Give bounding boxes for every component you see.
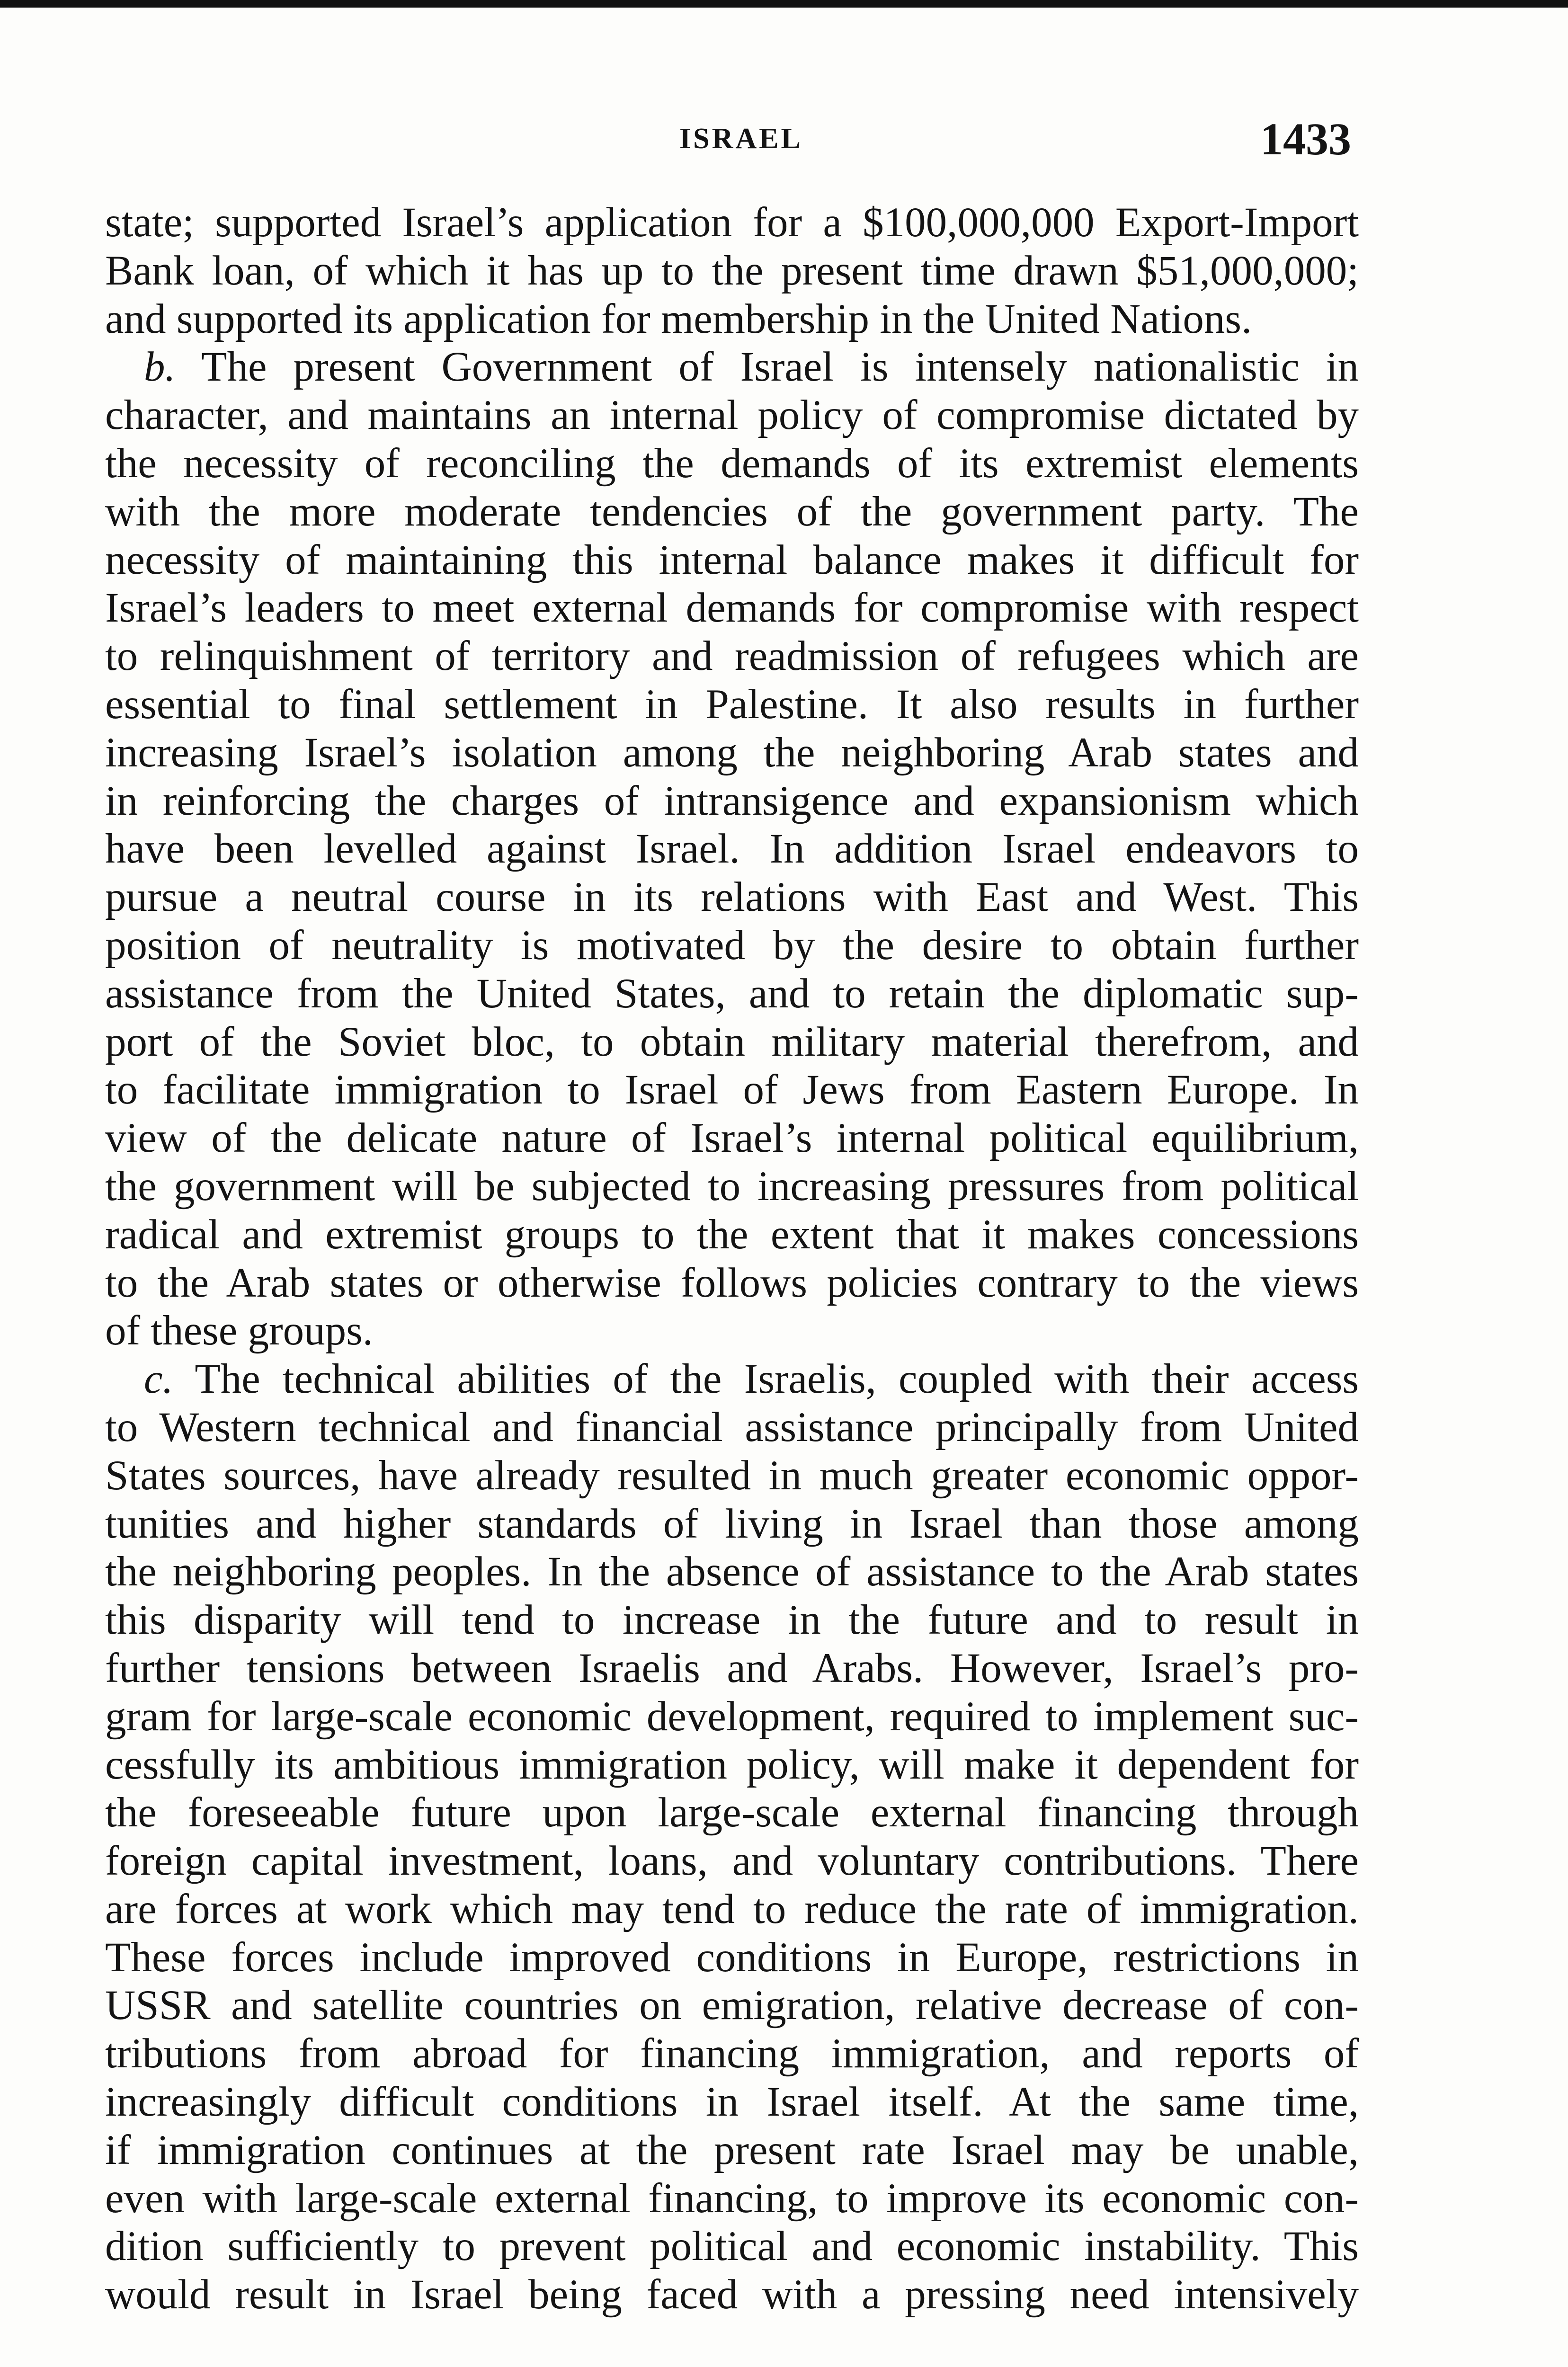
text-line: state; supported Israel’s application for a $100,000,000 Export-Import <box>105 199 1359 246</box>
paragraph-c-first-line: c. The technical abilities of the Israelis, coupled with their access <box>144 1356 1359 1403</box>
text-line: essential to final settlement in Palestine. It also results in further <box>105 681 1359 728</box>
text-line: and supported its application for membership in the United Nations. <box>105 295 1252 342</box>
text-line: to the Arab states or otherwise follows policies contrary to the views <box>105 1259 1359 1306</box>
text-line: the government will be subjected to increasing pressures from political <box>105 1163 1359 1210</box>
paragraph-b-first-line: b. The present Government of Israel is intensely nationalistic in <box>144 344 1359 391</box>
text-line: port of the Soviet bloc, to obtain military material therefrom, and <box>105 1018 1359 1065</box>
text-line: to relinquishment of territory and readmission of refugees which are <box>105 633 1359 680</box>
page-number: 1433 <box>1260 114 1351 164</box>
text-line: of these groups. <box>105 1308 374 1354</box>
text-line: the neighboring peoples. In the absence of assistance to the Arab states <box>105 1548 1359 1595</box>
text-line: USSR and satellite countries on emigration, relative decrease of con- <box>105 1982 1359 2029</box>
text-line: cessfully its ambitious immigration policy, will make it dependent for <box>105 1741 1359 1788</box>
text-line: Bank loan, of which it has up to the present time drawn $51,000,000; <box>105 247 1359 294</box>
text-line: increasing Israel’s isolation among the neighboring Arab states and <box>105 729 1359 776</box>
paragraph-label-b: b. <box>144 344 176 391</box>
text-line: foreign capital investment, loans, and voluntary contributions. There <box>105 1838 1359 1885</box>
text-line: tunities and higher standards of living in Israel than those among <box>105 1500 1359 1547</box>
text-line: would result in Israel being faced with a pressing need intensively <box>105 2271 1359 2318</box>
text-line: this disparity will tend to increase in the future and to result in <box>105 1597 1359 1644</box>
text-line: position of neutrality is motivated by the desire to obtain further <box>105 922 1359 969</box>
text-line: pursue a neutral course in its relations with East and West. This <box>105 874 1359 921</box>
text-line: with the more moderate tendencies of the government party. The <box>105 488 1359 535</box>
text-line: to Western technical and financial assistance principally from United <box>105 1404 1359 1450</box>
text-line: further tensions between Israelis and Arabs. However, Israel’s pro- <box>105 1645 1359 1691</box>
top-edge-rule <box>0 0 1568 8</box>
text-line: assistance from the United States, and to retain the diplomatic sup- <box>105 970 1359 1017</box>
body-text <box>105 199 1359 2319</box>
text-line: tributions from abroad for financing immigration, and reports of <box>105 2030 1359 2077</box>
text-line: have been levelled against Israel. In addition Israel endeavors to <box>105 826 1359 872</box>
text-line: even with large-scale external financing, to improve its economic con- <box>105 2175 1359 2222</box>
text-line: dition sufficiently to prevent political and economic instability. This <box>105 2223 1359 2270</box>
text-line: character, and maintains an internal policy of compromise dictated by <box>105 392 1359 439</box>
text-line: radical and extremist groups to the extent that it makes concessions <box>105 1211 1359 1258</box>
text-line: are forces at work which may tend to reduce the rate of immigration. <box>105 1886 1359 1932</box>
text-line: gram for large-scale economic development, required to implement suc- <box>105 1693 1359 1740</box>
text-line: These forces include improved conditions in Europe, restrictions in <box>105 1934 1359 1981</box>
paragraph-label-c: c. <box>144 1356 173 1403</box>
text-line: to facilitate immigration to Israel of Jews from Eastern Europe. In <box>105 1067 1359 1113</box>
text-line: view of the delicate nature of Israel’s internal political equilibrium, <box>105 1115 1359 1162</box>
text-line: if immigration continues at the present rate Israel may be unable, <box>105 2127 1359 2173</box>
text-line: the foreseeable future upon large-scale external financing through <box>105 1789 1359 1836</box>
text-line: increasingly difficult conditions in Israel itself. At the same time, <box>105 2079 1359 2126</box>
text-line: Israel’s leaders to meet external demands for compromise with respect <box>105 585 1359 632</box>
text-line: necessity of maintaining this internal balance makes it difficult for <box>105 536 1359 583</box>
text-line: States sources, have already resulted in much greater economic oppor- <box>105 1452 1359 1499</box>
text-line: in reinforcing the charges of intransigence and expansionism which <box>105 777 1359 824</box>
text-line: the necessity of reconciling the demands of its extremist elements <box>105 440 1359 487</box>
running-head: ISRAEL <box>679 123 803 155</box>
